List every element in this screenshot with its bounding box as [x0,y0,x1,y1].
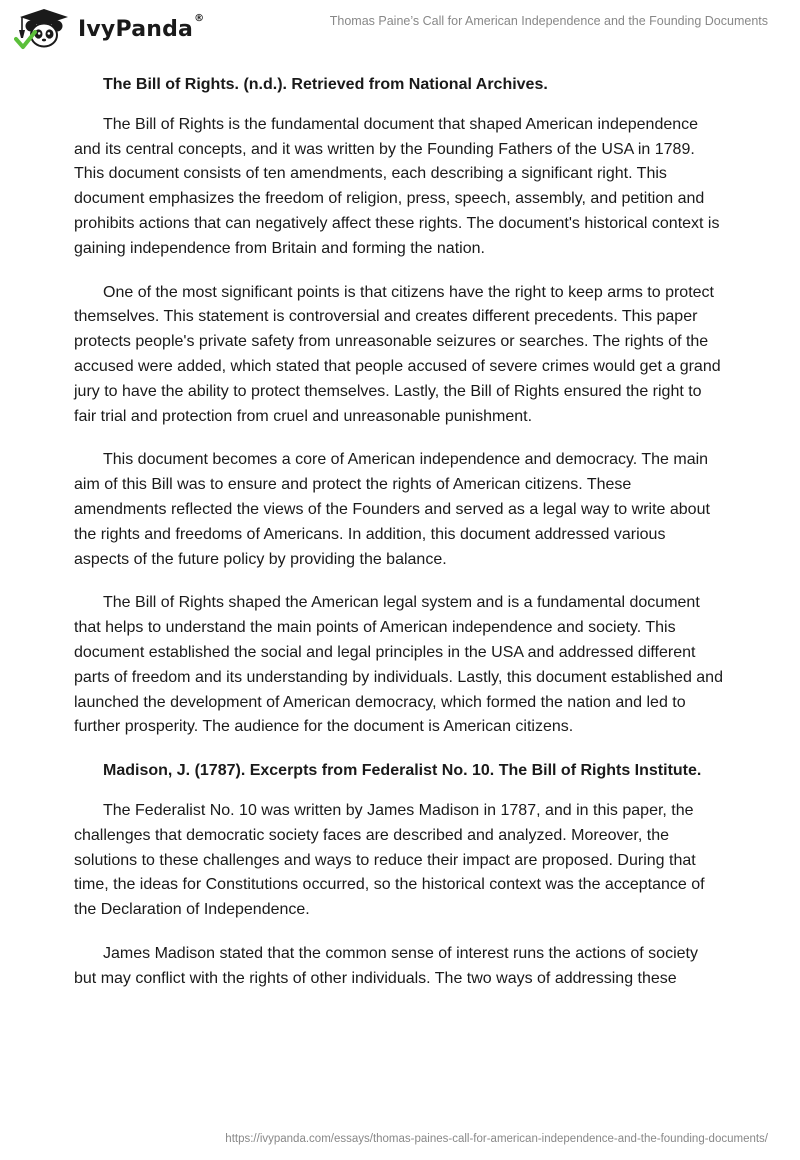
panda-graduate-icon [14,8,70,50]
body-paragraph: The Federalist No. 10 was written by James Madison in 1787, and in this paper, the challenges that democratic society faces are described and analyzed. Moreover, the solutions to these challenges and ways to reduce their impact are proposed. During that time, the ideas for Constitutions occurred, so the historical context was the acceptance of the Declaration of Independence. [74,801,705,919]
reference-heading: Madison, J. (1787). Excerpts from Federalist No. 10. The Bill of Rights Institute. [103,762,702,780]
page-header [0,0,800,60]
brand-logo[interactable] [14,8,204,50]
reference-heading: The Bill of Rights. (n.d.). Retrieved from National Archives. [103,76,548,93]
body-paragraph: The Bill of Rights shaped the American legal system and is a fundamental document that helps to understand the main points of American independence and society. This document established the social and legal principles in the USA and addressed different parts of freedom and its understanding by individuals. Lastly, this document established and launched the development of American democracy, which formed the nation and led to further prosperity. The audience for the document is American citizens. [74,594,723,736]
body-paragraph: This document becomes a core of American independence and democracy. The main aim of this Bill was to ensure and protect the rights of American citizens. These amendments reflected the views of the Founders and served as a legal way to write about the rights and freedoms of Americans. In addition, this document addressed various aspects of the future policy by providing the balance. [74,451,710,568]
essay-body [74,73,724,1011]
registered-mark: ® [194,12,205,24]
source-url-link[interactable]: https://ivypanda.com/essays/thomas-paines-call-for-american-independence-and-the-founding-documents/ [225,1133,768,1145]
document-title: Thomas Paine’s Call for American Independence and the Founding Documents [329,14,768,28]
body-paragraph: The Bill of Rights is the fundamental document that shaped American independence and its central concepts, and it was written by the Founding Fathers of the USA in 1789. This document consists of ten amendments, each describing a significant right. This document emphasizes the freedom of religion, press, speech, assembly, and petition and prohibits actions that can negatively affect these rights. The document's historical context is gaining independence from Britain and forming the nation. [74,115,720,257]
body-paragraph: James Madison stated that the common sense of interest runs the actions of society but may conflict with the rights of other individuals. The two ways of addressing these [74,944,698,987]
body-paragraph: One of the most significant points is that citizens have the right to keep arms to protect themselves. This statement is controversial and creates different precedents. This paper protects people's private safety from unreasonable seizures or searches. The rights of the accused were added, which stated that people accused of severe crimes would get a grand jury to have the ability to protect themselves. Lastly, the Bill of Rights ensured the right to fair trial and protection from cruel and unreasonable punishment. [74,283,721,425]
brand-name: IvyPanda® [78,12,205,42]
